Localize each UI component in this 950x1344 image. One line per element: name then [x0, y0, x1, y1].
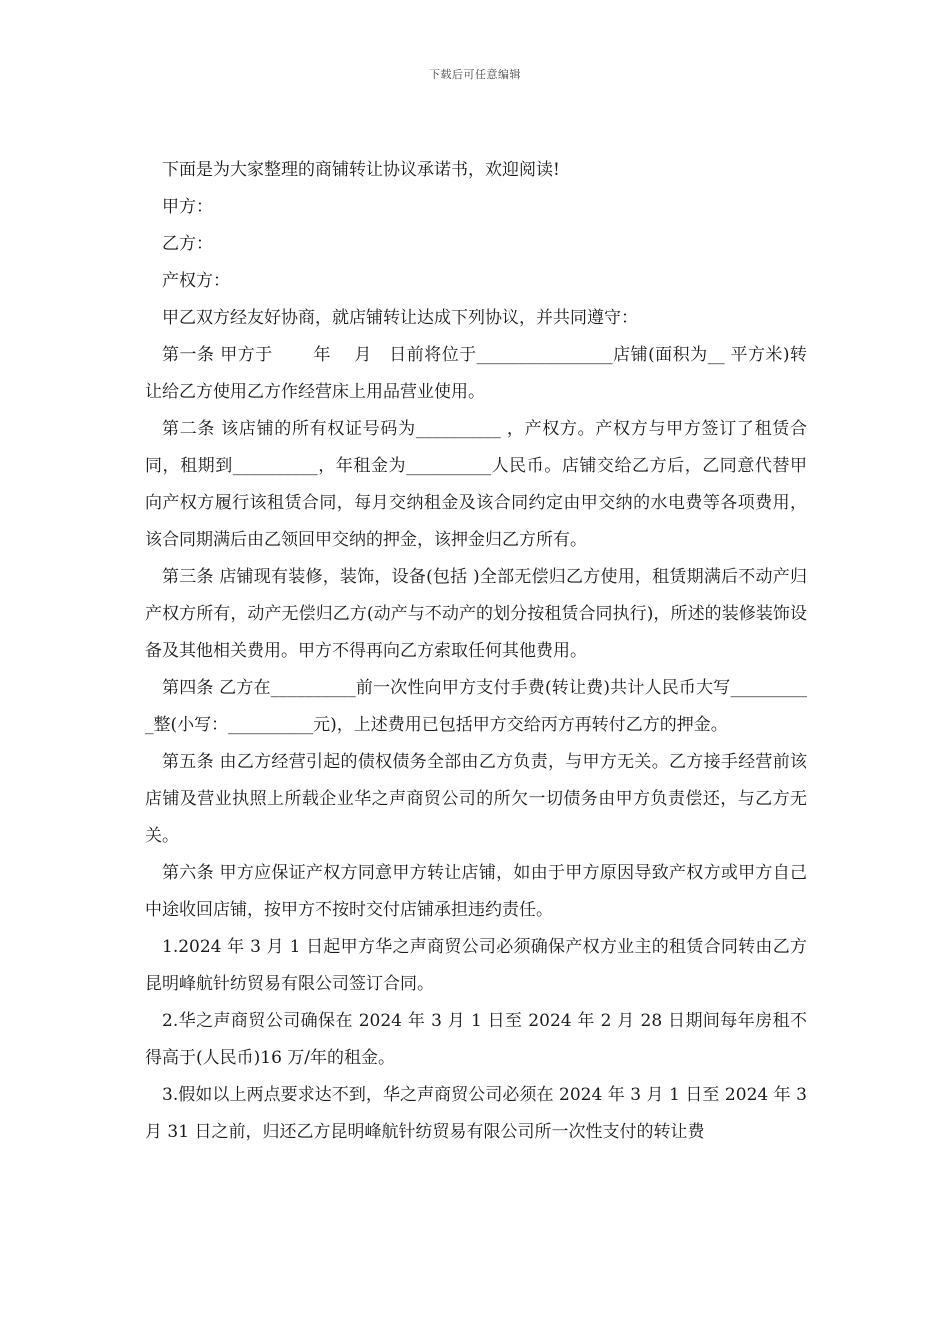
document-body: [145, 152, 807, 1151]
party-b-line: 乙方：: [162, 234, 213, 254]
article-3: 第三条 店铺现有装修，装饰，设备(包括 )全部无偿归乙方使用，租赁期满后不动产归产权方所有，动产无偿归乙方(动产与不动产的划分按租赁合同执行)，所述的装修装饰设备及其他相关费用。甲方不得再向乙方索取任何其他费用。: [145, 567, 807, 661]
article-4: 第四条 乙方在__________前一次性向甲方支付手费(转让费)共计人民币大写__________整(小写：__________元)，上述费用已包括甲方交给丙方再转付乙方的押金。: [145, 678, 807, 735]
property-owner-line: 产权方：: [162, 271, 230, 291]
agreement-preamble: 甲乙双方经友好协商，就店铺转让达成下列协议，并共同遵守：: [162, 308, 638, 328]
article-5: 第五条 由乙方经营引起的债权债务全部由乙方负责，与甲方无关。乙方接手经营前该店铺及营业执照上所载企业华之声商贸公司的所欠一切债务由甲方负责偿还，与乙方无关。: [145, 752, 807, 846]
article-2: 第二条 该店铺的所有权证号码为__________ ，产权方。产权方与甲方签订了租赁合同，租期到__________，年租金为__________人民币。店铺交给乙方后，乙同意代替甲向产权方履行该租赁合同，每月交纳租金及该合同约定由甲交纳的水电费等各项费用，该合同期满后由乙领回甲交纳的押金，该押金归乙方所有。: [145, 419, 807, 550]
article-6: 第六条 甲方应保证产权方同意甲方转让店铺，如由于甲方原因导致产权方或甲方自己中途收回店铺，按甲方不按时交付店铺承担违约责任。: [145, 863, 807, 920]
party-a-line: 甲方：: [162, 197, 213, 217]
clause-item-3: 3.假如以上两点要求达不到，华之声商贸公司必须在 2024 年 3 月 1 日至 2024 年 3 月 31 日之前，归还乙方昆明峰航针纺贸易有限公司所一次性支付的转让费: [145, 1085, 807, 1142]
intro-paragraph: 下面是为大家整理的商铺转让协议承诺书，欢迎阅读!: [162, 160, 560, 180]
clause-item-1: 1.2024 年 3 月 1 日起甲方华之声商贸公司必须确保产权方业主的租赁合同转由乙方昆明峰航针纺贸易有限公司签订合同。: [145, 937, 807, 994]
page-header-note: 下载后可任意编辑: [429, 68, 521, 81]
clause-item-2: 2.华之声商贸公司确保在 2024 年 3 月 1 日至 2024 年 2 月 28 日期间每年房租不得高于(人民币)16 万/年的租金。: [145, 1011, 807, 1068]
article-1: 第一条 甲方于 年 月 日前将位于________________店铺(面积为__ 平方米)转让给乙方使用乙方作经营床上用品营业使用。: [145, 345, 807, 402]
